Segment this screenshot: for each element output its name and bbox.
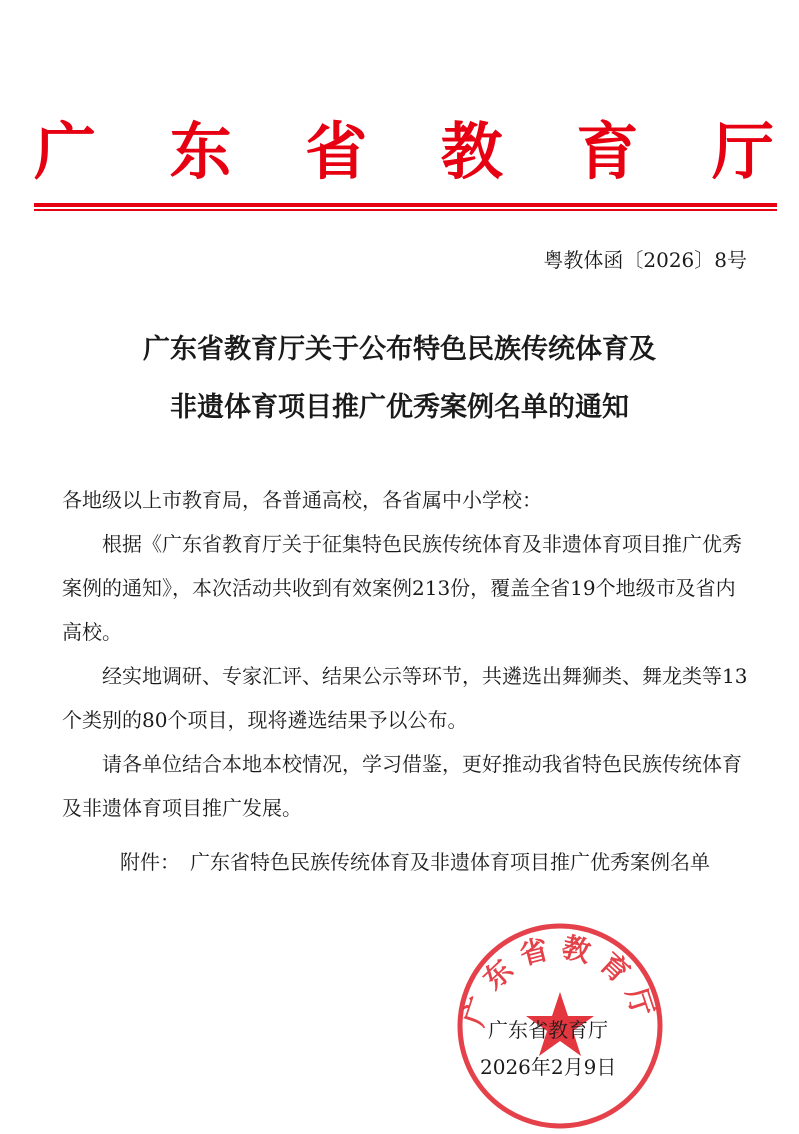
letterhead-char: 育 [576, 115, 639, 188]
body-paragraph-3: 请各单位结合本地本校情况，学习借鉴，更好推动我省特色民族传统体育及非遗体育项目推广发展。 [62, 752, 742, 820]
letterhead-title [34, 112, 774, 192]
document-title-line-1: 广东省教育厅关于公布特色民族传统体育及 [143, 334, 656, 365]
letterhead-char: 东 [169, 115, 232, 188]
letterhead-rule-thin [34, 209, 777, 211]
signature-date: 2026年2月9日 [480, 1055, 617, 1079]
body-paragraph-1: 根据《广东省教育厅关于征集特色民族传统体育及非遗体育项目推广优秀案例的通知》，本次活动共收到有效案例213份，覆盖全省19个地级市及省内高校。 [62, 532, 742, 644]
signature-organization: 广东省教育厅 [488, 1018, 608, 1042]
body-paragraph-2: 经实地调研、专家汇评、结果公示等环节，共遴选出舞狮类、舞龙类等13个类别的80个项目，现将遴选结果予以公布。 [62, 664, 748, 732]
letterhead-char: 教 [440, 115, 503, 188]
salutation: 各地级以上市教育局，各普通高校，各省属中小学校： [62, 488, 542, 512]
letterhead-char: 省 [305, 115, 368, 188]
svg-text:广东省教育厅: 广东省教育厅 [457, 930, 663, 1031]
attachment-label: 附件： [120, 850, 180, 874]
attachment-text: 广东省特色民族传统体育及非遗体育项目推广优秀案例名单 [190, 850, 710, 874]
document-number: 粤教体函〔2026〕8号 [543, 248, 747, 272]
document-title-line-2: 非遗体育项目推广优秀案例名单的通知 [170, 392, 629, 423]
letterhead-char: 厅 [711, 115, 774, 188]
letterhead-rule-thick [34, 203, 777, 207]
letterhead-char: 广 [34, 115, 97, 188]
